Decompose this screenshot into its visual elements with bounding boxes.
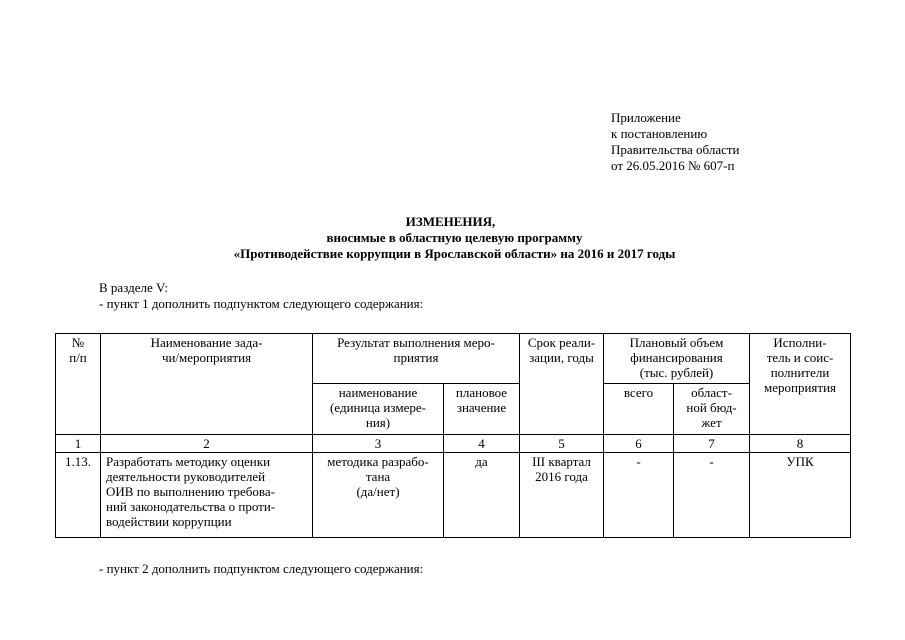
column-number: 8 xyxy=(750,435,851,453)
row-funding-total: - xyxy=(604,453,674,538)
header-row xyxy=(56,334,851,384)
row-result-value: да xyxy=(444,453,520,538)
header-executors: Исполни- тель и соис- полнители мероприятия xyxy=(750,334,851,435)
column-number: 5 xyxy=(520,435,604,453)
column-number: 6 xyxy=(604,435,674,453)
column-number: 1 xyxy=(56,435,101,453)
changes-table xyxy=(55,333,851,538)
header-funding-regional: област- ной бюд- жет xyxy=(674,384,750,435)
row-deadline: III квартал 2016 года xyxy=(520,453,604,538)
header-deadline: Срок реали- зации, годы xyxy=(520,334,604,435)
header-funding: Плановый объем финансирования (тыс. рублей) xyxy=(604,334,750,384)
row-name: Разработать методику оценки деятельности руководителей ОИВ по выполнению требова- ний законодательства о проти- водействии коррупции xyxy=(101,453,313,538)
header-result-name: наименование (единица измере- ния) xyxy=(313,384,444,435)
column-number: 4 xyxy=(444,435,520,453)
row-result-name: методика разрабо- тана (да/нет) xyxy=(313,453,444,538)
row-funding-regional: - xyxy=(674,453,750,538)
column-number-row xyxy=(56,435,851,453)
header-name: Наименование зада- чи/мероприятия xyxy=(101,334,313,435)
row-num: 1.13. xyxy=(56,453,101,538)
header-num: № п/п xyxy=(56,334,101,435)
section-reference: В разделе V: xyxy=(99,280,169,295)
appendix-line: Правительства области xyxy=(611,142,740,157)
column-number: 7 xyxy=(674,435,750,453)
intro-block xyxy=(99,280,423,312)
title-line-3: «Противодействие коррупции в Ярославской области» на 2016 и 2017 годы xyxy=(233,246,676,261)
column-number: 3 xyxy=(313,435,444,453)
appendix-line: от 26.05.2016 № 607-п xyxy=(611,158,735,173)
point-1-instruction: - пункт 1 дополнить подпунктом следующего содержания: xyxy=(99,296,424,311)
document-title xyxy=(0,214,905,262)
row-executors: УПК xyxy=(750,453,851,538)
header-funding-total: всего xyxy=(604,384,674,435)
header-result-value: плановое значение xyxy=(444,384,520,435)
point-2-instruction: - пункт 2 дополнить подпунктом следующего содержания: xyxy=(99,561,424,576)
header-result: Результат выполнения меро- приятия xyxy=(313,334,520,384)
appendix-block xyxy=(611,110,740,174)
appendix-line: Приложение xyxy=(611,110,681,125)
appendix-line: к постановлению xyxy=(611,126,708,141)
table-row xyxy=(56,453,851,538)
column-number: 2 xyxy=(101,435,313,453)
title-line-2: вносимые в областную целевую программу xyxy=(326,230,583,245)
title-line-1: ИЗМЕНЕНИЯ, xyxy=(405,214,496,229)
